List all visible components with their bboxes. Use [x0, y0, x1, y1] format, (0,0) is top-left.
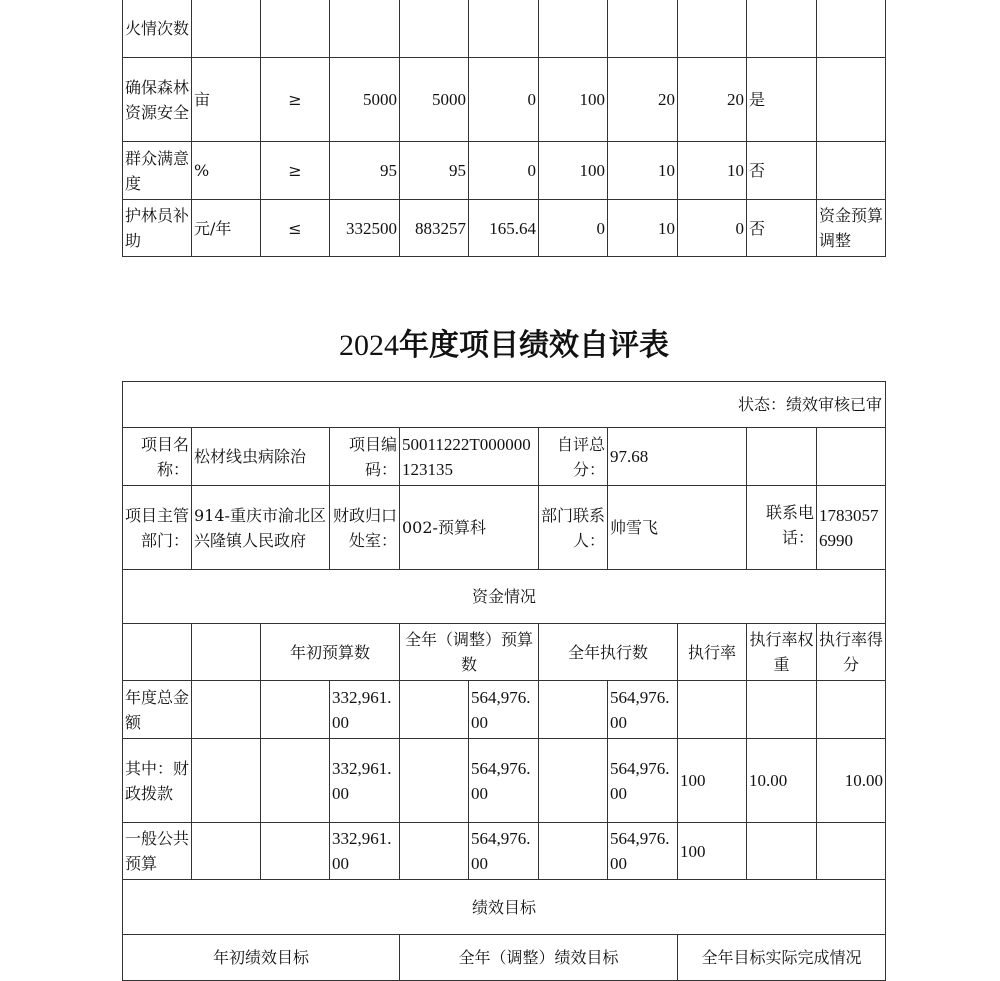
header-exec-rate: 执行率 — [678, 624, 747, 681]
table-row — [123, 142, 886, 200]
indicator-score: 10 — [678, 142, 747, 200]
indicator-target: 95 — [330, 142, 400, 200]
phone-label: 联系电话： — [747, 486, 817, 570]
indicator-unit: 亩 — [192, 58, 261, 142]
indicator-actual: 883257 — [400, 200, 469, 257]
funds-row — [123, 739, 886, 823]
indicator-reason — [817, 142, 886, 200]
dept-label: 项目主管部门： — [123, 486, 192, 570]
finance-office: 002-预算科 — [400, 486, 539, 570]
status-text: 状态：绩效审核已审 — [123, 382, 886, 428]
self-evaluation-form — [122, 381, 886, 981]
indicator-met: 是 — [747, 58, 817, 142]
project-info-row — [123, 428, 886, 486]
table-row — [123, 0, 886, 58]
indicator-reason — [817, 58, 886, 142]
contact-name: 帅雪飞 — [608, 486, 747, 570]
funds-rate — [678, 681, 747, 739]
indicator-met: 否 — [747, 142, 817, 200]
indicator-score: 20 — [678, 58, 747, 142]
funds-header-row — [123, 624, 886, 681]
goals-section-title: 绩效目标 — [123, 880, 886, 935]
indicator-actual: 5000 — [400, 58, 469, 142]
funds-weight: 10.00 — [747, 739, 817, 823]
indicator-reason: 资金预算调整 — [817, 200, 886, 257]
indicator-table — [122, 0, 886, 257]
header-exec-weight: 执行率权重 — [747, 624, 817, 681]
phone-number: 17830576990 — [817, 486, 886, 570]
funds-adjusted: 564,976.00 — [469, 739, 539, 823]
goals-header-adjusted: 全年（调整）绩效目标 — [400, 935, 678, 981]
funds-executed: 564,976.00 — [608, 739, 678, 823]
funds-row-label: 年度总金额 — [123, 681, 192, 739]
contact-label: 部门联系人： — [539, 486, 608, 570]
indicator-deviation: 165.64 — [469, 200, 539, 257]
indicator-name: 护林员补助 — [123, 200, 192, 257]
indicator-target: 5000 — [330, 58, 400, 142]
funds-weight — [747, 681, 817, 739]
funds-score — [817, 823, 886, 880]
funds-initial: 332,961.00 — [330, 823, 400, 880]
status-row — [123, 382, 886, 428]
goals-header-actual: 全年目标实际完成情况 — [678, 935, 886, 981]
funds-row — [123, 681, 886, 739]
self-score-label: 自评总分： — [539, 428, 608, 486]
header-exec-score: 执行率得分 — [817, 624, 886, 681]
project-name-label: 项目名称： — [123, 428, 192, 486]
funds-executed: 564,976.00 — [608, 681, 678, 739]
indicator-unit: % — [192, 142, 261, 200]
title-year: 2024 — [339, 329, 399, 362]
header-adjusted-budget: 全年（调整）预算数 — [400, 624, 539, 681]
funds-executed: 564,976.00 — [608, 823, 678, 880]
indicator-weight: 10 — [608, 200, 678, 257]
funds-section-title: 资金情况 — [123, 570, 886, 624]
indicator-score: 0 — [678, 200, 747, 257]
funds-row-label: 一般公共预算 — [123, 823, 192, 880]
indicator-met: 否 — [747, 200, 817, 257]
funds-initial: 332,961.00 — [330, 681, 400, 739]
goals-section-row — [123, 880, 886, 935]
indicator-operator: ≤ — [261, 200, 330, 257]
project-code: 50011222T000000123135 — [400, 428, 539, 486]
goals-header-row — [123, 935, 886, 981]
project-name: 松材线虫病除治 — [192, 428, 330, 486]
indicator-name: 群众满意度 — [123, 142, 192, 200]
dept-name: 914-重庆市渝北区兴隆镇人民政府 — [192, 486, 330, 570]
table-row — [123, 200, 886, 257]
funds-adjusted: 564,976.00 — [469, 681, 539, 739]
indicator-actual: 95 — [400, 142, 469, 200]
indicator-name: 确保森林资源安全 — [123, 58, 192, 142]
indicator-weight: 20 — [608, 58, 678, 142]
indicator-score-rate: 100 — [539, 142, 608, 200]
funds-score — [817, 681, 886, 739]
self-score: 97.68 — [608, 428, 747, 486]
finance-office-label: 财政归口处室： — [330, 486, 400, 570]
funds-rate: 100 — [678, 739, 747, 823]
indicator-operator: ≥ — [261, 58, 330, 142]
funds-section-row — [123, 570, 886, 624]
title-text: 年度项目绩效自评表 — [399, 328, 669, 363]
page-title — [0, 326, 1000, 366]
funds-rate: 100 — [678, 823, 747, 880]
indicator-target: 332500 — [330, 200, 400, 257]
funds-row — [123, 823, 886, 880]
indicator-unit: 元/年 — [192, 200, 261, 257]
funds-adjusted: 564,976.00 — [469, 823, 539, 880]
indicator-name: 火情次数 — [123, 0, 192, 58]
indicator-operator: ≥ — [261, 142, 330, 200]
indicator-score-rate: 100 — [539, 58, 608, 142]
funds-row-label: 其中：财政拨款 — [123, 739, 192, 823]
project-code-label: 项目编码： — [330, 428, 400, 486]
funds-score: 10.00 — [817, 739, 886, 823]
goals-header-initial: 年初绩效目标 — [123, 935, 400, 981]
header-initial-budget: 年初预算数 — [261, 624, 400, 681]
funds-weight — [747, 823, 817, 880]
funds-initial: 332,961.00 — [330, 739, 400, 823]
indicator-weight: 10 — [608, 142, 678, 200]
table-row — [123, 58, 886, 142]
dept-info-row — [123, 486, 886, 570]
header-executed: 全年执行数 — [539, 624, 678, 681]
indicator-deviation: 0 — [469, 58, 539, 142]
indicator-deviation: 0 — [469, 142, 539, 200]
indicator-score-rate: 0 — [539, 200, 608, 257]
